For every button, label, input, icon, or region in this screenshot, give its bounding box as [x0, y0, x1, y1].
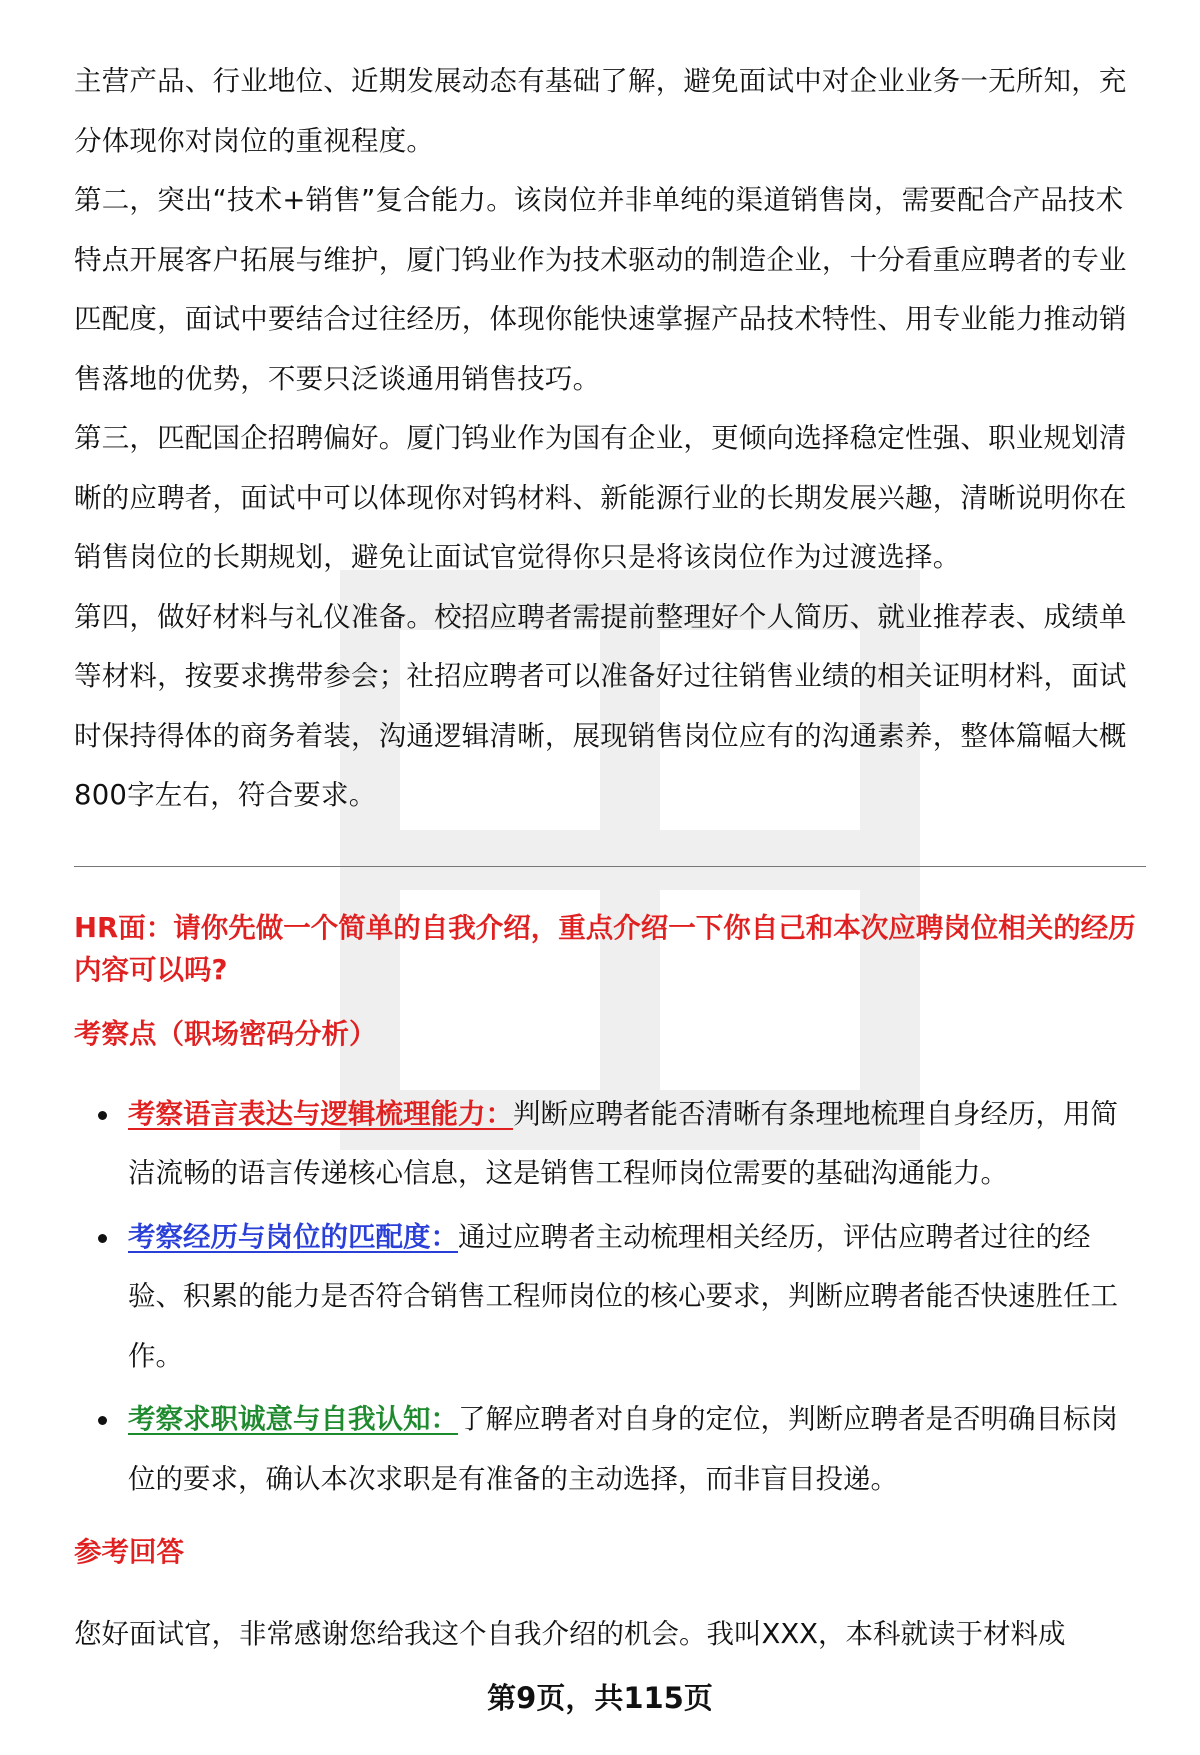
reference-answer-heading: 参考回答: [74, 1536, 184, 1568]
intro-paragraph: 第四，做好材料与礼仪准备。校招应聘者需提前整理好个人简历、就业推荐表、成绩单等材料，按要求携带参会；社招应聘者可以准备好过往销售业绩的相关证明材料，面试时保持得体的商务着装，沟通逻辑清晰，展现销售岗位应有的沟通素养，整体篇幅大概800字左右，符合要求。: [74, 600, 1127, 811]
bullet-icon: [98, 1416, 107, 1425]
intro-paragraph: 第三，匹配国企招聘偏好。厦门钨业作为国有企业，更倾向选择稳定性强、职业规划清晰的应聘者，面试中可以体现你对钨材料、新能源行业的长期发展兴趣，清晰说明你在销售岗位的长期规划，避免让面试官觉得你只是将该岗位作为过渡选择。: [74, 422, 1127, 573]
section-divider: [74, 866, 1146, 867]
document-page: [74, 52, 1144, 1655]
bullet-icon: [98, 1234, 107, 1243]
exam-point-label: 考察语言表达与逻辑梳理能力：: [128, 1097, 513, 1130]
intro-paragraph: 第二，突出“技术+销售”复合能力。该岗位并非单纯的渠道销售岗，需要配合产品技术特点开展客户拓展与维护，厦门钨业作为技术驱动的制造企业，十分看重应聘者的专业匹配度，面试中要结合过往经历，体现你能快速掌握产品技术特性、用专业能力推动销售落地的优势，不要只泛谈通用销售技巧。: [74, 184, 1127, 395]
exam-point-item: [128, 1208, 1144, 1387]
exam-point-item: [128, 1085, 1144, 1204]
exam-point-label: 考察经历与岗位的匹配度：: [128, 1220, 458, 1253]
exam-points-list: [74, 1085, 1144, 1510]
interview-question: HR面：请你先做一个简单的自我介绍，重点介绍一下你自己和本次应聘岗位相关的经历内容可以吗?: [74, 911, 1136, 986]
bullet-icon: [98, 1111, 107, 1120]
exam-point-description: 通过应聘者主动梳理相关经历，评估应聘者过往的经验、积累的能力是否符合销售工程师岗位的核心要求，判断应聘者能否快速胜任工作。: [128, 1220, 1118, 1372]
page-number-footer: 第9页，共115页: [487, 1681, 713, 1715]
exam-point-description: 了解应聘者对自身的定位，判断应聘者是否明确目标岗位的要求，确认本次求职是有准备的主动选择，而非盲目投递。: [128, 1403, 1118, 1495]
exam-point-label: 考察求职诚意与自我认知：: [128, 1403, 458, 1435]
reference-answer-text: 您好面试官，非常感谢您给我这个自我介绍的机会。我叫XXX，本科就读于材料成: [74, 1618, 1066, 1650]
intro-paragraph: 主营产品、行业地位、近期发展动态有基础了解，避免面试中对企业业务一无所知，充分体现你对岗位的重视程度。: [74, 65, 1127, 157]
exam-points-heading: 考察点（职场密码分析）: [74, 1017, 377, 1050]
exam-point-description: 判断应聘者能否清晰有条理地梳理自身经历，用简洁流畅的语言传递核心信息，这是销售工程师岗位需要的基础沟通能力。: [128, 1097, 1118, 1189]
exam-point-item: [128, 1390, 1144, 1509]
